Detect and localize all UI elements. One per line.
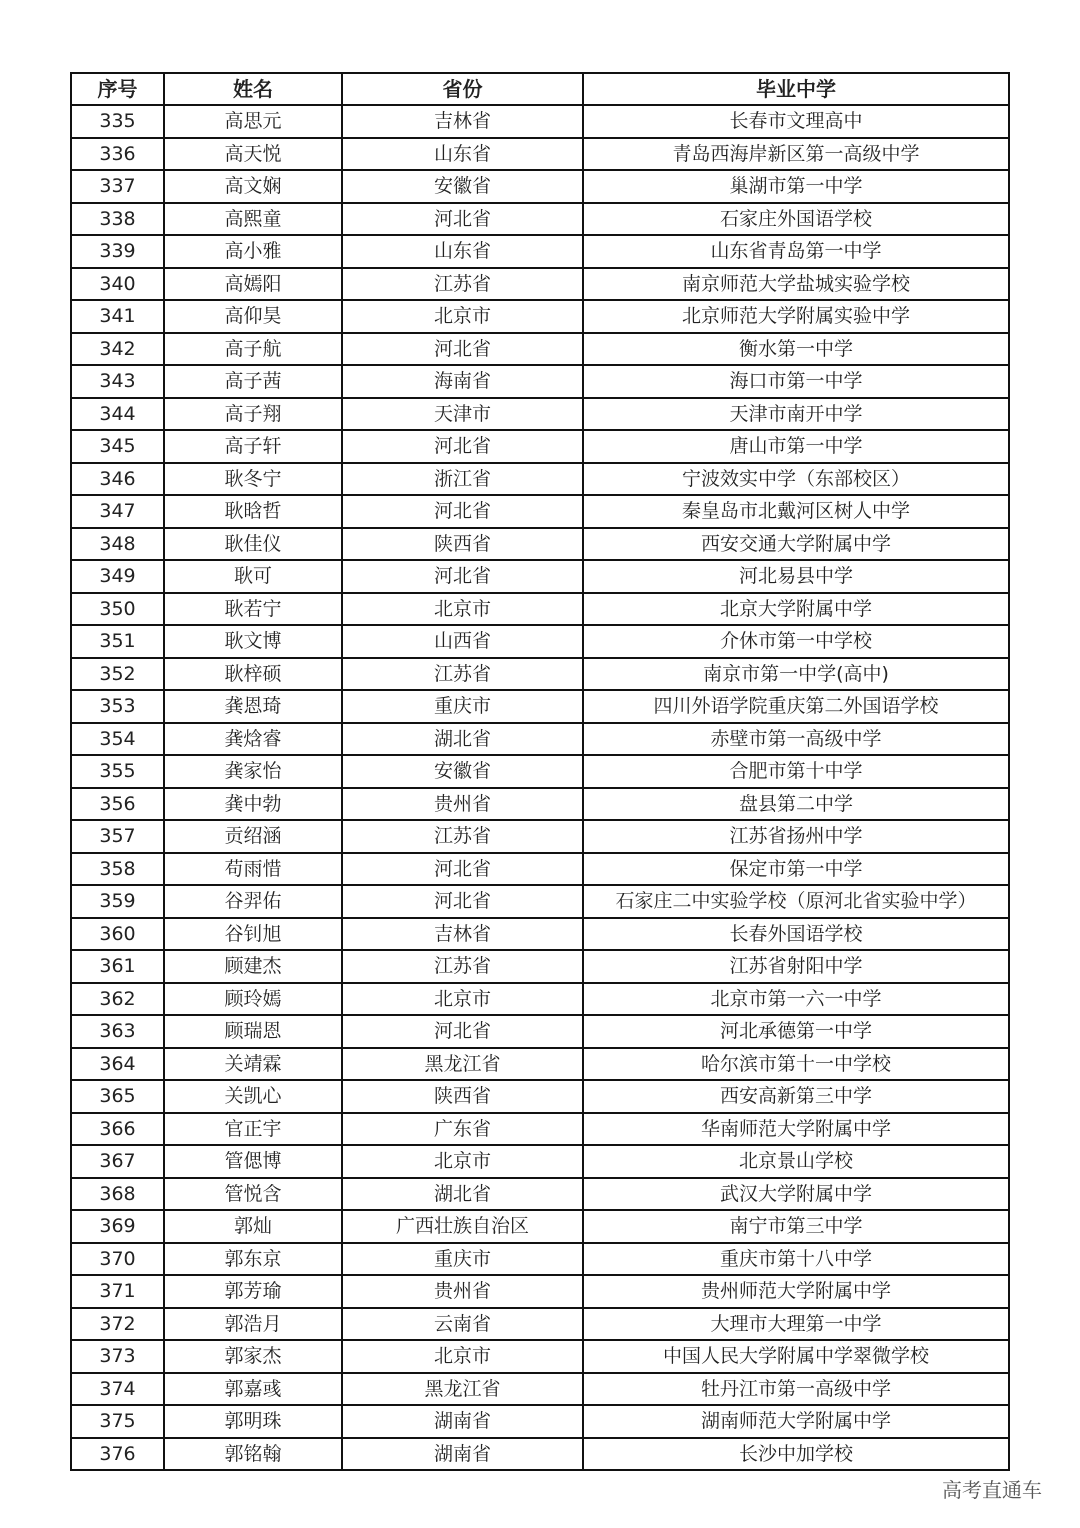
index-cell: 361 [71,950,164,983]
index-cell: 375 [71,1405,164,1438]
name-cell: 高仰昊 [164,300,342,333]
index-cell: 374 [71,1373,164,1406]
name-cell: 高天悦 [164,138,342,171]
school-cell: 长春外国语学校 [583,918,1009,951]
name-cell: 高思元 [164,105,342,138]
school-cell: 北京师范大学附属实验中学 [583,300,1009,333]
table-row [71,365,1009,398]
table-row [71,560,1009,593]
province-cell: 河北省 [342,853,583,886]
index-cell: 357 [71,820,164,853]
table-row [71,1210,1009,1243]
index-cell: 360 [71,918,164,951]
index-cell: 351 [71,625,164,658]
school-cell: 石家庄二中实验学校（原河北省实验中学） [583,885,1009,918]
name-cell: 郭灿 [164,1210,342,1243]
province-cell: 河北省 [342,333,583,366]
name-cell: 耿晗哲 [164,495,342,528]
index-cell: 337 [71,170,164,203]
name-cell: 高文娴 [164,170,342,203]
school-cell: 盘县第二中学 [583,788,1009,821]
school-cell: 湖南师范大学附属中学 [583,1405,1009,1438]
province-cell: 河北省 [342,495,583,528]
index-cell: 369 [71,1210,164,1243]
table-row [71,1275,1009,1308]
province-cell: 北京市 [342,593,583,626]
school-cell: 南宁市第三中学 [583,1210,1009,1243]
school-cell: 海口市第一中学 [583,365,1009,398]
index-cell: 347 [71,495,164,528]
index-cell: 335 [71,105,164,138]
province-cell: 山西省 [342,625,583,658]
index-cell: 354 [71,723,164,756]
index-cell: 376 [71,1438,164,1471]
header-name: 姓名 [164,73,342,105]
school-cell: 北京大学附属中学 [583,593,1009,626]
table-row [71,593,1009,626]
school-cell: 北京市第一六一中学 [583,983,1009,1016]
index-cell: 340 [71,268,164,301]
table-row [71,1178,1009,1211]
school-cell: 石家庄外国语学校 [583,203,1009,236]
table-row [71,268,1009,301]
province-cell: 河北省 [342,1015,583,1048]
table-row [71,625,1009,658]
index-cell: 336 [71,138,164,171]
name-cell: 高子航 [164,333,342,366]
name-cell: 谷钊旭 [164,918,342,951]
index-cell: 364 [71,1048,164,1081]
name-cell: 郭明珠 [164,1405,342,1438]
table-header-row [71,73,1009,105]
index-cell: 371 [71,1275,164,1308]
name-cell: 谷羿佑 [164,885,342,918]
province-cell: 江苏省 [342,950,583,983]
name-cell: 郭芳瑜 [164,1275,342,1308]
province-cell: 山东省 [342,138,583,171]
name-cell: 高子茜 [164,365,342,398]
school-cell: 南京市第一中学(高中) [583,658,1009,691]
index-cell: 343 [71,365,164,398]
table-row [71,398,1009,431]
province-cell: 北京市 [342,1145,583,1178]
table-row [71,1015,1009,1048]
table-row [71,788,1009,821]
name-cell: 郭浩月 [164,1308,342,1341]
name-cell: 关凯心 [164,1080,342,1113]
province-cell: 河北省 [342,430,583,463]
name-cell: 龚中勃 [164,788,342,821]
province-cell: 贵州省 [342,1275,583,1308]
province-cell: 北京市 [342,300,583,333]
index-cell: 350 [71,593,164,626]
name-cell: 耿若宁 [164,593,342,626]
index-cell: 367 [71,1145,164,1178]
name-cell: 官正宇 [164,1113,342,1146]
index-cell: 372 [71,1308,164,1341]
school-cell: 武汉大学附属中学 [583,1178,1009,1211]
province-cell: 湖北省 [342,1178,583,1211]
table-row [71,300,1009,333]
school-cell: 合肥市第十中学 [583,755,1009,788]
school-cell: 秦皇岛市北戴河区树人中学 [583,495,1009,528]
province-cell: 山东省 [342,235,583,268]
index-cell: 352 [71,658,164,691]
table-row [71,105,1009,138]
index-cell: 358 [71,853,164,886]
index-cell: 342 [71,333,164,366]
province-cell: 河北省 [342,885,583,918]
name-cell: 高嫣阳 [164,268,342,301]
school-cell: 唐山市第一中学 [583,430,1009,463]
name-cell: 耿梓硕 [164,658,342,691]
table-row [71,1373,1009,1406]
header-school: 毕业中学 [583,73,1009,105]
index-cell: 356 [71,788,164,821]
table-row [71,1243,1009,1276]
name-cell: 苟雨惜 [164,853,342,886]
province-cell: 河北省 [342,560,583,593]
index-cell: 338 [71,203,164,236]
province-cell: 安徽省 [342,755,583,788]
index-cell: 355 [71,755,164,788]
name-cell: 郭铭翰 [164,1438,342,1471]
index-cell: 348 [71,528,164,561]
school-cell: 宁波效实中学（东部校区） [583,463,1009,496]
table-row [71,820,1009,853]
school-cell: 贵州师范大学附属中学 [583,1275,1009,1308]
table-row [71,528,1009,561]
school-cell: 天津市南开中学 [583,398,1009,431]
school-cell: 保定市第一中学 [583,853,1009,886]
index-cell: 346 [71,463,164,496]
table-row [71,1438,1009,1471]
index-cell: 353 [71,690,164,723]
province-cell: 黑龙江省 [342,1048,583,1081]
school-cell: 江苏省射阳中学 [583,950,1009,983]
province-cell: 浙江省 [342,463,583,496]
school-cell: 山东省青岛第一中学 [583,235,1009,268]
name-cell: 高子轩 [164,430,342,463]
province-cell: 北京市 [342,983,583,1016]
index-cell: 339 [71,235,164,268]
school-cell: 河北承德第一中学 [583,1015,1009,1048]
province-cell: 重庆市 [342,690,583,723]
name-cell: 龚焓睿 [164,723,342,756]
index-cell: 373 [71,1340,164,1373]
index-cell: 363 [71,1015,164,1048]
table-row [71,430,1009,463]
school-cell: 长春市文理高中 [583,105,1009,138]
name-cell: 耿冬宁 [164,463,342,496]
index-cell: 370 [71,1243,164,1276]
school-cell: 大理市大理第一中学 [583,1308,1009,1341]
table-row [71,1113,1009,1146]
school-cell: 中国人民大学附属中学翠微学校 [583,1340,1009,1373]
province-cell: 吉林省 [342,918,583,951]
name-cell: 管偲博 [164,1145,342,1178]
province-cell: 海南省 [342,365,583,398]
province-cell: 广西壮族自治区 [342,1210,583,1243]
table-row [71,138,1009,171]
index-cell: 362 [71,983,164,1016]
table-row [71,170,1009,203]
province-cell: 江苏省 [342,658,583,691]
header-province: 省份 [342,73,583,105]
province-cell: 河北省 [342,203,583,236]
table-row [71,690,1009,723]
table-row [71,1405,1009,1438]
table-row [71,755,1009,788]
school-cell: 巢湖市第一中学 [583,170,1009,203]
table-row [71,950,1009,983]
name-cell: 耿可 [164,560,342,593]
name-cell: 高小雅 [164,235,342,268]
province-cell: 广东省 [342,1113,583,1146]
name-cell: 龚家怡 [164,755,342,788]
table-row [71,658,1009,691]
name-cell: 郭嘉彧 [164,1373,342,1406]
province-cell: 江苏省 [342,820,583,853]
index-cell: 365 [71,1080,164,1113]
table-row [71,723,1009,756]
table-row [71,885,1009,918]
table-row [71,463,1009,496]
province-cell: 江苏省 [342,268,583,301]
table-row [71,1145,1009,1178]
school-cell: 介休市第一中学校 [583,625,1009,658]
name-cell: 管悦含 [164,1178,342,1211]
school-cell: 河北易县中学 [583,560,1009,593]
school-cell: 西安高新第三中学 [583,1080,1009,1113]
table-row [71,1340,1009,1373]
name-cell: 顾瑞恩 [164,1015,342,1048]
province-cell: 黑龙江省 [342,1373,583,1406]
school-cell: 南京师范大学盐城实验学校 [583,268,1009,301]
name-cell: 郭东京 [164,1243,342,1276]
province-cell: 贵州省 [342,788,583,821]
province-cell: 云南省 [342,1308,583,1341]
name-cell: 关靖霖 [164,1048,342,1081]
province-cell: 湖南省 [342,1438,583,1471]
province-cell: 湖北省 [342,723,583,756]
school-cell: 长沙中加学校 [583,1438,1009,1471]
school-cell: 华南师范大学附属中学 [583,1113,1009,1146]
school-cell: 哈尔滨市第十一中学校 [583,1048,1009,1081]
index-cell: 368 [71,1178,164,1211]
province-cell: 吉林省 [342,105,583,138]
school-cell: 衡水第一中学 [583,333,1009,366]
header-index: 序号 [71,73,164,105]
name-cell: 顾玲嫣 [164,983,342,1016]
table-row [71,918,1009,951]
province-cell: 安徽省 [342,170,583,203]
school-cell: 牡丹江市第一高级中学 [583,1373,1009,1406]
table-row [71,495,1009,528]
school-cell: 重庆市第十八中学 [583,1243,1009,1276]
table-row [71,333,1009,366]
province-cell: 北京市 [342,1340,583,1373]
school-cell: 北京景山学校 [583,1145,1009,1178]
school-cell: 赤壁市第一高级中学 [583,723,1009,756]
school-cell: 四川外语学院重庆第二外国语学校 [583,690,1009,723]
province-cell: 陕西省 [342,1080,583,1113]
index-cell: 359 [71,885,164,918]
table-row [71,983,1009,1016]
table-row [71,1080,1009,1113]
index-cell: 345 [71,430,164,463]
name-cell: 高熙童 [164,203,342,236]
table-row [71,1308,1009,1341]
province-cell: 重庆市 [342,1243,583,1276]
name-cell: 顾建杰 [164,950,342,983]
table-row [71,235,1009,268]
name-cell: 耿佳仪 [164,528,342,561]
index-cell: 366 [71,1113,164,1146]
school-cell: 江苏省扬州中学 [583,820,1009,853]
school-cell: 西安交通大学附属中学 [583,528,1009,561]
table-row [71,203,1009,236]
index-cell: 349 [71,560,164,593]
name-cell: 贡绍涵 [164,820,342,853]
index-cell: 344 [71,398,164,431]
table-row [71,853,1009,886]
name-cell: 龚恩琦 [164,690,342,723]
name-cell: 耿文博 [164,625,342,658]
province-cell: 天津市 [342,398,583,431]
name-cell: 高子翔 [164,398,342,431]
school-cell: 青岛西海岸新区第一高级中学 [583,138,1009,171]
name-cell: 郭家杰 [164,1340,342,1373]
graduates-table [70,72,1010,1471]
province-cell: 湖南省 [342,1405,583,1438]
table-row [71,1048,1009,1081]
watermark: 高考直通车 [942,1478,1042,1502]
index-cell: 341 [71,300,164,333]
province-cell: 陕西省 [342,528,583,561]
